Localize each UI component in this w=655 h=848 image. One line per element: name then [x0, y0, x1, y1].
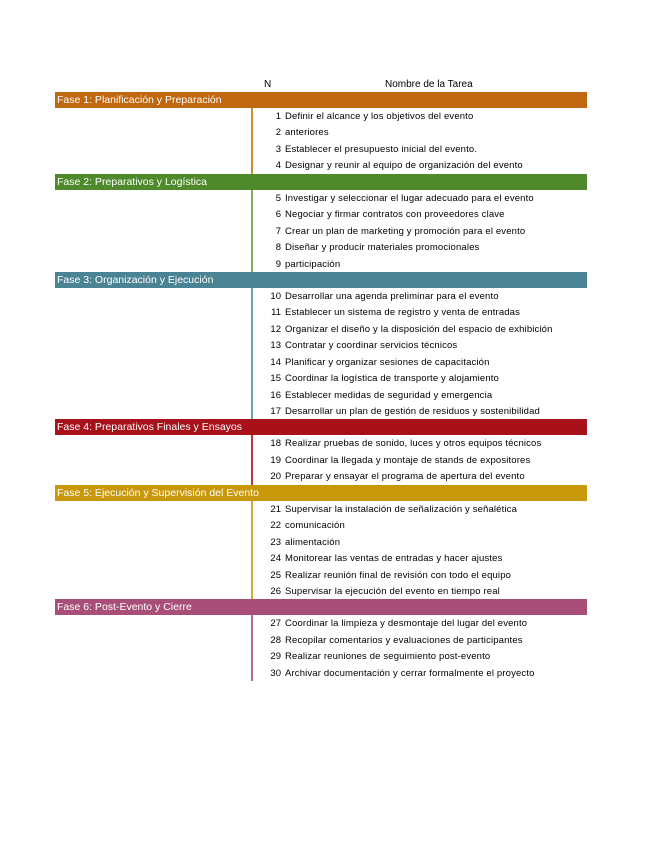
task-row	[55, 304, 587, 320]
task-row	[55, 157, 587, 173]
task-name: Realizar reunión final de revisión con todo el equipo	[285, 569, 512, 581]
task-name: Establecer el presupuesto inicial del evento.	[285, 143, 478, 155]
task-number: 4	[275, 160, 281, 172]
task-number: 27	[270, 618, 281, 630]
task-name: Desarrollar una agenda preliminar para el evento	[285, 290, 499, 302]
task-name: Diseñar y producir materiales promocionales	[285, 242, 480, 254]
task-name: comunicación	[285, 520, 345, 532]
task-name: Monitorear las ventas de entradas y hacer ajustes	[285, 553, 503, 565]
task-row	[55, 517, 587, 533]
task-name: Coordinar la limpieza y desmontaje del lugar del evento	[285, 618, 528, 630]
task-row	[55, 550, 587, 566]
phase-task-group	[55, 501, 587, 600]
task-number: 3	[275, 143, 281, 155]
task-number: 21	[270, 503, 281, 515]
task-row	[55, 403, 587, 419]
task-number: 25	[270, 569, 281, 581]
task-row	[55, 468, 587, 484]
task-name: anteriores	[285, 127, 329, 139]
task-row	[55, 124, 587, 140]
phase-header-5: Fase 5: Ejecución y Supervisión del Evento	[55, 485, 587, 501]
task-number: 30	[270, 667, 281, 679]
task-name: Investigar y seleccionar el lugar adecuado para el evento	[285, 192, 534, 204]
task-name: alimentación	[285, 536, 341, 548]
task-number: 10	[270, 290, 281, 302]
task-row	[55, 452, 587, 468]
task-name: Establecer medidas de seguridad y emergencia	[285, 389, 493, 401]
task-name: participación	[285, 258, 341, 270]
task-row	[55, 223, 587, 239]
phase-task-group	[55, 288, 587, 420]
task-row	[55, 206, 587, 222]
task-number: 2	[275, 127, 281, 139]
task-name: Planificar y organizar sesiones de capacitación	[285, 356, 490, 368]
phase-header-4: Fase 4: Preparativos Finales y Ensayos	[55, 419, 587, 435]
task-row	[55, 108, 587, 124]
task-number: 7	[275, 225, 281, 237]
phase-task-group	[55, 190, 587, 272]
task-name: Realizar pruebas de sonido, luces y otros equipos técnicos	[285, 438, 542, 450]
phase-list	[55, 92, 587, 681]
task-number: 13	[270, 340, 281, 352]
task-number: 16	[270, 389, 281, 401]
task-row	[55, 534, 587, 550]
task-number: 18	[270, 438, 281, 450]
task-name: Contratar y coordinar servicios técnicos	[285, 340, 458, 352]
task-number: 1	[275, 111, 281, 122]
task-number: 20	[270, 471, 281, 483]
column-header-number: N	[264, 79, 272, 90]
task-row	[55, 648, 587, 664]
task-row	[55, 239, 587, 255]
task-name: Supervisar la ejecución del evento en tiempo real	[285, 585, 500, 597]
task-row	[55, 337, 587, 353]
task-number: 29	[270, 651, 281, 663]
task-name: Archivar documentación y cerrar formalmente el proyecto	[285, 667, 535, 679]
task-number: 5	[275, 192, 281, 204]
task-number: 22	[270, 520, 281, 532]
task-name: Realizar reuniones de seguimiento post-evento	[285, 651, 491, 663]
task-name: Desarrollar un plan de gestión de residuos y sostenibilidad	[285, 406, 540, 417]
task-row	[55, 501, 587, 517]
task-name: Supervisar la instalación de señalización y señalética	[285, 503, 518, 515]
task-row	[55, 370, 587, 386]
task-row	[55, 141, 587, 157]
task-name: Coordinar la logística de transporte y alojamiento	[285, 373, 499, 385]
task-name: Coordinar la llegada y montaje de stands de expositores	[285, 454, 531, 466]
column-header-row	[55, 78, 587, 92]
task-row	[55, 665, 587, 681]
task-number: 6	[275, 209, 281, 221]
task-row	[55, 632, 587, 648]
task-row	[55, 354, 587, 370]
phase-header-3: Fase 3: Organización y Ejecución	[55, 272, 587, 288]
task-number: 19	[270, 454, 281, 466]
task-row	[55, 387, 587, 403]
task-number: 17	[270, 406, 281, 417]
task-number: 28	[270, 634, 281, 646]
task-row	[55, 583, 587, 599]
task-row	[55, 256, 587, 272]
task-name: Designar y reunir al equipo de organización del evento	[285, 160, 523, 172]
task-number: 24	[270, 553, 281, 565]
task-name: Negociar y firmar contratos con proveedores clave	[285, 209, 505, 221]
task-row	[55, 288, 587, 304]
task-number: 8	[275, 242, 281, 254]
task-number: 11	[271, 307, 281, 319]
task-name: Crear un plan de marketing y promoción para el evento	[285, 225, 526, 237]
task-number: 14	[270, 356, 281, 368]
task-name: Organizar el diseño y la disposición del espacio de exhibición	[285, 323, 553, 335]
phase-header-6: Fase 6: Post-Evento y Cierre	[55, 599, 587, 615]
task-name: Definir el alcance y los objetivos del evento	[285, 111, 474, 122]
phase-task-group	[55, 435, 587, 484]
task-row	[55, 567, 587, 583]
phase-task-group	[55, 108, 587, 174]
task-number: 9	[275, 258, 281, 270]
task-number: 26	[270, 585, 281, 597]
task-number: 23	[270, 536, 281, 548]
task-name: Preparar y ensayar el programa de apertura del evento	[285, 471, 525, 483]
phase-header-2: Fase 2: Preparativos y Logística	[55, 174, 587, 190]
task-row	[55, 615, 587, 631]
task-row	[55, 435, 587, 451]
task-row	[55, 190, 587, 206]
column-header-task-name: Nombre de la Tarea	[385, 79, 473, 90]
phase-task-group	[55, 615, 587, 681]
task-number: 12	[270, 323, 281, 335]
task-number: 15	[270, 373, 281, 385]
task-name: Establecer un sistema de registro y venta de entradas	[285, 307, 521, 319]
task-sheet	[55, 78, 587, 681]
task-row	[55, 321, 587, 337]
phase-header-1: Fase 1: Planificación y Preparación	[55, 92, 587, 108]
task-name: Recopilar comentarios y evaluaciones de participantes	[285, 634, 523, 646]
